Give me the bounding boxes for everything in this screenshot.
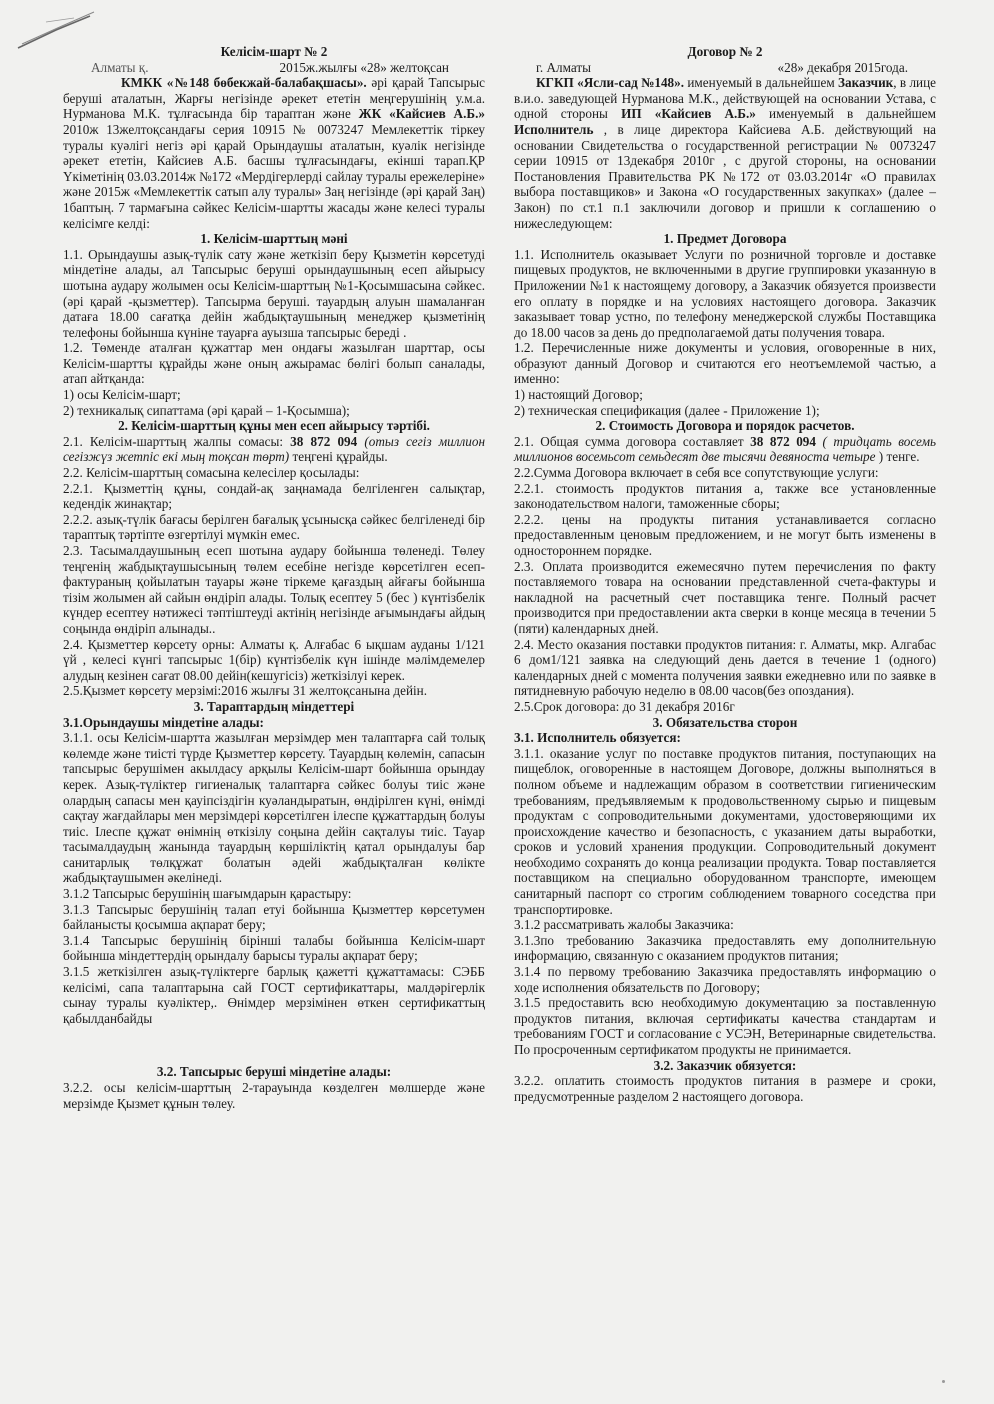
kk-section-2-heading: 2. Келісім-шарттың құны мен есеп айырысу тәртібі. <box>118 418 430 434</box>
ru-title: Договор № 2 <box>687 44 763 59</box>
kk-clause-3-2-2: 3.2.2. осы келісім-шарттың 2-тарауында көзделген мөлшерде және мерзімде Қызмет құнын төлеу. <box>63 1080 485 1111</box>
kk-clause-2-4: 2.4. Қызметтер көрсету орны: Алматы қ. Алғабас 6 ықшам ауданы 1/121 үй , келесі күнгі тапсырыс 1(бір) күнтізбелік күн ішінде мәлімдемелер алудың кезінен сағат 08.00 дейін(кешугісіз) жеткізілуі керек. <box>63 636 485 683</box>
ru-clause-2-1: 2.1. Общая сумма договора составляет 38 872 094 ( тридцать восемь миллионов восемьсот семьдесят две тысячи девяноста четыре ) тенге. <box>514 433 936 465</box>
ru-clause-3-1-heading: 3.1. Исполнитель обязуется: <box>514 730 681 746</box>
ru-clause-3-1-3: 3.1.3по требованию Заказчика предоставлять ему дополнительную информацию, связанную с оказанием продуктов питания; <box>514 932 936 964</box>
ru-clause-2-5: 2.5.Срок договора: до 31 декабря 2016г <box>514 698 735 714</box>
scan-speck <box>942 1380 945 1383</box>
ru-city: г. Алматы <box>536 59 592 75</box>
kk-clause-3-1-1: 3.1.1. осы Келісім-шартта жазылған мерзімдер мен талаптарға сай толық көлемде және тиісті түрде Қызметтер көрсету. Тауардың көлемін, сапасын тапсырыс берушімен акылдасу арқылы Келісім-шарт бойынша орындау керек. Азық-түліктер гигиеналық талаптарға сәйкес болуы тиіс және олардың сапасы мен қауіпсіздігін куәландыратын, өндірілген күні, өнімді сақтау жағдайлары мен мерзімдері көрсетілген ілеспе құжаттардың болуы тиіс. Ілеспе құжат өнімнің өткізілу соңына дейін сақталуы тиіс. Тауар тасымалдаудың жанында тауардың көршіліктің қатал орындалуы бар санитарлық төлқұжат болатын әдейі жабдықталған көлікте жабдықтаушымен әкелінеді. <box>63 730 485 886</box>
ru-clause-1-1: 1.1. Исполнитель оказывает Услуги по розничной торговле и доставке пищевых продуктов, не включенными в другие группировки указанную в Приложении №1 к настоящему договору, а Заказчик обязуется произвести его оплату в порядке и на условиях настоящего договора. Заказчик заказывает товар устно, по телефону менеджерской службы Поставщика до 18.00 часов за день до предполагаемой даты получения товара. <box>514 246 936 340</box>
ru-clause-1-2-a: 1) настоящий Договор; <box>514 387 643 403</box>
ru-clause-2-2: 2.2.Сумма Договора включает в себя все сопутствующие услуги: <box>514 465 879 481</box>
ru-intro: КГКП «Ясли-сад №148». именуемый в дальнейшем Заказчик, в лице в.и.о. заведующей Нурманова М.К., действующей на основании Устава, с одной стороны ИП «Кайсиев А.Б.» именуемый в дальнейшем Исполнитель , в лице директора Кайсиева А.Б. действующий на основании Свидетельства о государственной регистрации № 0073247 серии 10915 от 13декабря 2010г , с другой стороны, на основании Постановления Правительства РК №172 от 03.03.2014г «О правилах выбора поставщиков» и Закона «О государственных закупках» (далее – Закон) по ст.1 п.1 заключили договор и пришли к соглашению о нижеследующем: <box>514 75 937 231</box>
ru-date: «28» декабря 2015года. <box>777 59 908 75</box>
ru-clause-3-1-4: 3.1.4 по первому требованию Заказчика предоставлять информацию о ходе исполнения обязательств по Договору; <box>514 964 936 995</box>
kk-clause-2-5: 2.5.Қызмет көрсету мерзімі:2016 жылғы 31 желтоқсанына дейін. <box>63 683 428 699</box>
kk-clause-2-2-1: 2.2.1. Қызметтің құны, сондай-ақ заңнамада белгіленген салықтар, кедендік жинақтар; <box>63 480 485 512</box>
kk-date: 2015ж.жылғы «28» желтоқсан <box>279 59 449 75</box>
ru-clause-2-4: 2.4. Место оказания поставки продуктов питания: г. Алматы, мкр. Алгабас 6 дом1/121 заявка на следующий день дается в течение 1 (одного) календарных дней с момента получения заявки ежедневно или по заявке в пятидневную рабочую неделю в 08.00 часов(без опоздания). <box>514 636 936 699</box>
ru-clause-3-2-heading: 3.2. Заказчик обязуется: <box>653 1057 797 1073</box>
kk-clause-3-1-heading: 3.1.Орындаушы міндетіне алады: <box>63 714 264 730</box>
russian-column <box>514 44 936 1104</box>
ru-section-2-heading: 2. Стоимость Договора и порядок расчетов. <box>595 418 855 434</box>
ru-clause-3-1-2: 3.1.2 рассматривать жалобы Заказчика: <box>514 917 734 933</box>
kk-section-3-heading: 3. Тараптардың міндеттері <box>193 698 355 714</box>
ru-section-1-heading: 1. Предмет Договора <box>663 231 787 247</box>
ru-clause-2-3: 2.3. Оплата производится ежемесячно путем перечисления по факту поставляемого товара на основании представленной счета-фактуры и накладной на расчетный счет поставщика тенге. Полный расчет производится при предоставлении акта сверки в конце месяца в течении 5 (пяти) календарных дней. <box>514 558 936 636</box>
kk-clause-1-2-a: 1) осы Келісім-шарт; <box>63 387 181 403</box>
kk-clause-3-1-4: 3.1.4 Тапсырыс берушінің бірінші талабы бойынша Келісім-шарт бойынша міндеттердің орындалу барысы туралы ақпарат беру; <box>63 932 485 964</box>
kk-city: Алматы қ. <box>91 59 149 75</box>
kk-clause-1-2-b: 2) техникалық сипаттама (әрі қарай – 1-Қосымша); <box>63 402 350 418</box>
kk-clause-2-2: 2.2. Келісім-шарттың сомасына келесілер қосылады: <box>63 465 360 481</box>
kazakh-column <box>63 44 485 1111</box>
ru-section-3-heading: 3. Обязательства сторон <box>652 714 798 730</box>
kk-intro: КМКК «№148 бөбекжай-балабақшасы». әрі қарай Тапсырыс беруші аталатын, Жарғы негізінде әрекет ететін меңгерушінің у.м.а. Нурманова М.К. тұлғасында бір тараптан және ЖК «Кайсиев А.Б.» 2010ж 13желтоқсандағы серия 10915 № 0073247 Мемлекеттік тіркеу туралы куәлігі негіз әрі қарай Орындаушы аталатын, куәлік негізінде әрекет ететін, Кайсиев А.Б. басшы тұлғасындағы, екінші тарап.ҚР Үкіметінің 03.03.2014ж №172 «Мердігерлерді сайлау туралы ережелеріне» және 2015ж «Мемлекеттік сатып алу туралы» Заң негізінде (әрі қарай Заң) 1баптың. 7 тармағына сәйкес Келісім-шартты жасады және келесі туралы келісімге келді: <box>63 75 485 231</box>
ru-clause-2-2-2: 2.2.2. цены на продукты питания устанавливается согласно предоставленным ценовым предложением, и не могут быть изменены в одностороннем порядке. <box>514 511 936 558</box>
ru-clause-1-2-b: 2) техническая спецификация (далее - Приложение 1); <box>514 402 820 418</box>
kk-clause-3-1-2: 3.1.2 Тапсырыс берушінің шағымдарын қарастыру: <box>63 886 352 902</box>
kk-clause-3-2-heading: 3.2. Тапсырыс беруші міндетіне алады: <box>156 1064 392 1080</box>
ru-place-date-row <box>514 60 936 76</box>
kk-clause-1-1: 1.1. Орындаушы азық-түлік сату және жеткізіп беру Қызметін көрсетуді міндетіне алады, ал Тапсырыс беруші орындаушының есеп айырысу шотына аудару жолымен осы Келісім-шарттың №1-Қосымшасына сәйкес. (әрі қарай -қызметтер). Тапсырма беруші. тауардың алуын шамаланған датаға 18.00 сағатқа дейін жабдықтаушының менеджер қызметінің телефоны бойынша күніне тауарға ауызша тапсырыс береді . <box>63 246 485 340</box>
kk-place-date-row <box>63 60 485 76</box>
kk-section-1-heading: 1. Келісім-шарттың мәні <box>200 231 348 247</box>
kk-clause-2-3: 2.3. Тасымалдаушының есеп шотына аудару бойынша төленеді. Төлеу теңгенің жабдықтаушысының төлем есебіне негізде көрсетілген есеп-фактураның қойылатын тауары және тіркеме қағаздың айғағы бойынша тізім жолымен ай сайын өндіріп алады. Толық есептеу 5 (бес ) күнтізбелік күндер есептеу нәтижесі тәптіштеуді актінің негізінде ағымындағы айдың соңында өндіріп алынады.. <box>63 543 485 636</box>
ru-clause-3-1-5: 3.1.5 предоставить всю необходимую документацию за поставленную продуктов питания, включая сертификаты качества стандартам и требованиям ГОСТ и согласование с УСЭН, Ветеринарные свидетельства. По просроченным сертификатом продукты не принимается. <box>514 995 936 1057</box>
ru-clause-1-2: 1.2. Перечисленные ниже документы и условия, оговоренные в них, образуют данный Договор и считаются его неотъемлемой частью, а именно: <box>514 340 936 387</box>
kk-clause-3-1-3: 3.1.3 Тапсырыс берушінің талап етуі бойынша Қызметтер көрсетумен байланысты қосымша ақпарат беру; <box>63 901 485 933</box>
ru-clause-3-2-2: 3.2.2. оплатить стоимость продуктов питания в размере и сроки, предусмотренные разделом 2 настоящего договора. <box>514 1073 936 1104</box>
ru-clause-3-1-1: 3.1.1. оказание услуг по поставке продуктов питания, поступающих на пищеблок, оговоренные в настоящем Договоре, должны выполняться в полном объеме и надлежащим образом в соответствии гигиеническим требованиям, предъявляемым к продовольственному сырью и пищевым продуктам с сопроводительными документами, удостоверяющими их происхождение качество и безопасность, с указанием даты выработки, сроков и условий хранения продукции. Сопроводительный документ необходимо сохранять до конца реализации продукта. Товар поставляется поставщиком на специально оборудованном транспорте, имеющем санитарный паспорт со строгим соблюдением товарного соседства при транспортировке. <box>514 745 936 917</box>
kk-clause-2-2-2: 2.2.2. азық-түлік бағасы берілген бағалық ұсынысқа сәйкес белгіленеді бір тараптық тәртіпте өзгертілуі мүмкін емес. <box>63 511 485 543</box>
kk-clause-2-1: 2.1. Келісім-шарттың жалпы сомасы: 38 872 094 (отыз сегіз миллион сегізжүз жетпіс екі мың тоқсан төрт) теңгені құрайды. <box>63 433 486 465</box>
ru-clause-2-2-1: 2.2.1. стоимость продуктов питания а, также все установленные законодательством налоги, таможенные сборы; <box>514 480 936 512</box>
kk-clause-1-2: 1.2. Төменде аталған құжаттар мен ондағы жазылған шарттар, осы Келісім-шартты құрайды және оның ажырамас бөлігі болып саналады, атап айтқанда: <box>63 340 485 387</box>
kk-clause-3-1-5: 3.1.5 жеткізілген азық-түліктерге барлық қажетті құжаттамасы: СЭББ келісімі, сапа талаптарына сай ГОСТ сертификаттары, малдәрігерлік сынау туралы куәліктер,. Өнімдер мерзімінен өткен сертификаттың қабылданбайды <box>63 964 485 1026</box>
kk-title: Келісім-шарт № 2 <box>220 44 328 59</box>
